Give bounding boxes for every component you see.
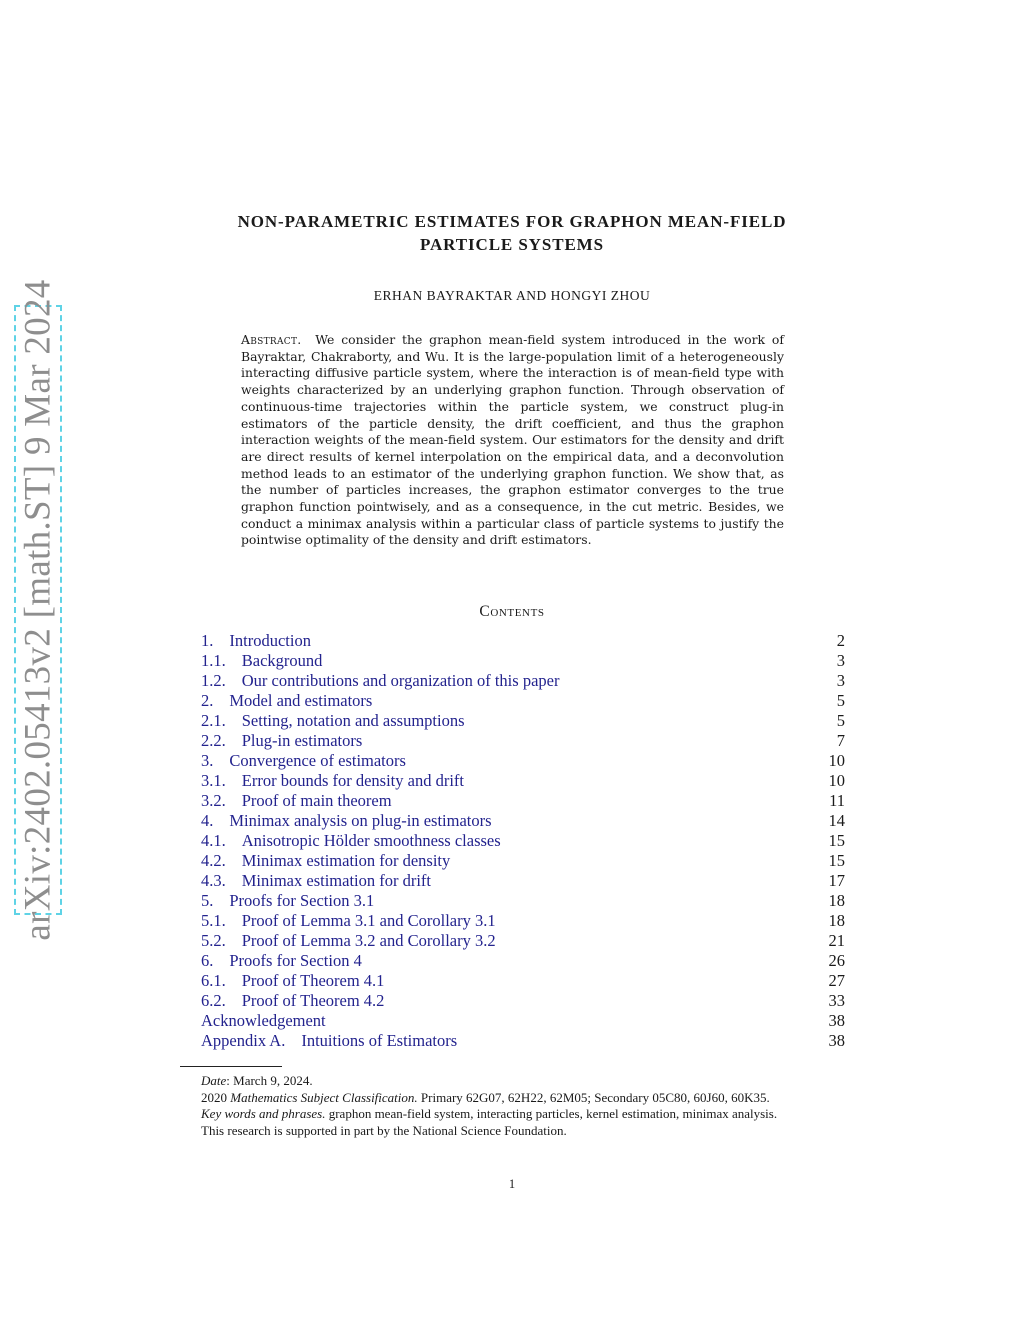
toc-entry[interactable] [201, 671, 845, 691]
toc-entry[interactable] [201, 631, 845, 651]
toc-page: 17 [828, 871, 845, 890]
abstract [241, 332, 784, 549]
toc-page: 3 [836, 651, 845, 670]
toc-link[interactable]: Acknowledgement [201, 1011, 326, 1030]
toc-number: Appendix A. [201, 1031, 286, 1050]
msc-label: Mathematics Subject Classification. [230, 1089, 418, 1105]
toc-page: 7 [836, 731, 845, 750]
toc-page: 18 [828, 911, 845, 930]
toc-entry[interactable] [201, 1031, 845, 1051]
toc-entry[interactable] [201, 731, 845, 751]
toc-number: 4.3. [201, 871, 226, 890]
keywords-value: graphon mean-field system, interacting particles, kernel estimation, minimax analysis. [325, 1106, 778, 1122]
toc-page: 26 [828, 951, 845, 970]
toc-number: 6. [201, 951, 214, 970]
toc-number: 4.1. [201, 831, 226, 850]
toc-entry[interactable] [201, 691, 845, 711]
footnote-date [180, 1073, 844, 1090]
paper-title-line-2: PARTICLE SYSTEMS [419, 235, 604, 254]
toc-number: 2.2. [201, 731, 226, 750]
arxiv-stamp-text: arXiv:2402.05413v2 [math.ST] 9 Mar 2024 [17, 279, 59, 941]
toc-link[interactable]: Proof of Theorem 4.1 [241, 971, 385, 990]
toc-link[interactable]: Setting, notation and assumptions [241, 711, 465, 730]
toc-page: 38 [828, 1011, 845, 1030]
toc-number: 1.2. [201, 671, 226, 690]
toc-entry[interactable] [201, 771, 845, 791]
toc-entry[interactable] [201, 951, 845, 971]
abstract-heading: Abstract. [241, 332, 302, 347]
toc-entry[interactable] [201, 891, 845, 911]
toc-link[interactable]: Proof of Lemma 3.2 and Corollary 3.2 [241, 931, 496, 950]
toc-page: 5 [836, 691, 845, 710]
toc-number: 3.2. [201, 791, 226, 810]
toc-link[interactable]: Error bounds for density and drift [241, 771, 464, 790]
msc-value: Primary 62G07, 62H22, 62M05; Secondary 05C80, 60J60, 60K35. [417, 1089, 770, 1105]
toc-link[interactable]: Anisotropic Hölder smoothness classes [241, 831, 501, 850]
toc-entry[interactable] [201, 711, 845, 731]
contents-heading: Contents [479, 603, 545, 620]
msc-prefix: 2020 [201, 1089, 231, 1105]
paper-title-line-1: NON-PARAMETRIC ESTIMATES FOR GRAPHON MEAN-FIELD [237, 212, 787, 231]
toc-entry[interactable] [201, 871, 845, 891]
toc-link[interactable]: Proof of main theorem [241, 791, 392, 810]
paper-title [180, 210, 844, 256]
footnotes [180, 1073, 844, 1139]
toc-entry[interactable] [201, 791, 845, 811]
toc-link[interactable]: Intuitions of Estimators [301, 1031, 458, 1050]
toc-number: 1.1. [201, 651, 226, 670]
footnote-msc [180, 1090, 844, 1107]
toc-page: 10 [828, 751, 845, 770]
toc-entry[interactable] [201, 651, 845, 671]
toc-link[interactable]: Proofs for Section 3.1 [229, 891, 375, 910]
keywords-label: Key words and phrases. [201, 1106, 326, 1122]
toc-link[interactable]: Proof of Theorem 4.2 [241, 991, 385, 1010]
toc-page: 5 [836, 711, 845, 730]
toc-link[interactable]: Proofs for Section 4 [229, 951, 362, 970]
toc-number: 1. [201, 631, 214, 650]
toc-page: 11 [829, 791, 845, 810]
toc-page: 21 [828, 931, 845, 950]
toc-number: 5.2. [201, 931, 226, 950]
table-of-contents [201, 631, 845, 1051]
toc-entry[interactable] [201, 911, 845, 931]
abstract-text: We consider the graphon mean-field system introduced in the work of Bayraktar, Chakraborty, and Wu. It is the large-population limit of a heterogeneously interacting diffusive particle system, where the interaction is of mean-field type with weights characterized by an underlying graphon function. Through observation of continuous-time trajectories within the particle system, we construct plug-in estimators of the particle density, the drift coefficient, and thus the graphon interaction weights of the mean-field system. Our estimators for the density and drift are direct results of kernel interpolation on the empirical data, and a deconvolution method leads to an estimator of the underlying graphon function. We show that, as the number of particles increases, the graphon estimator converges to the true graphon function pointwisely, and as a consequence, in the cut metric. Besides, we conduct a minimax analysis within a particular class of particle systems to justify the pointwise optimality of the density and drift estimators. [241, 332, 784, 548]
footnote-rule [180, 1066, 282, 1067]
authors: ERHAN BAYRAKTAR AND HONGYI ZHOU [373, 288, 651, 303]
toc-number: 2.1. [201, 711, 226, 730]
footnote-keywords [180, 1106, 844, 1123]
toc-number: 3.1. [201, 771, 226, 790]
toc-entry[interactable] [201, 971, 845, 991]
toc-link[interactable]: Minimax analysis on plug-in estimators [229, 811, 492, 830]
toc-entry[interactable] [201, 991, 845, 1011]
toc-link[interactable]: Our contributions and organization of this paper [241, 671, 560, 690]
toc-entry[interactable] [201, 851, 845, 871]
arxiv-stamp [14, 279, 62, 941]
toc-number: 4. [201, 811, 214, 830]
toc-number: 4.2. [201, 851, 226, 870]
toc-page: 38 [828, 1031, 845, 1050]
toc-entry[interactable] [201, 931, 845, 951]
toc-page: 27 [828, 971, 845, 990]
toc-page: 14 [828, 811, 845, 830]
toc-number: 6.2. [201, 991, 226, 1010]
date-label: Date [201, 1073, 227, 1088]
toc-page: 15 [828, 851, 845, 870]
toc-page: 18 [828, 891, 845, 910]
toc-number: 6.1. [201, 971, 226, 990]
toc-page: 15 [828, 831, 845, 850]
toc-number: 5.1. [201, 911, 226, 930]
toc-link[interactable]: Proof of Lemma 3.1 and Corollary 3.1 [241, 911, 496, 930]
toc-page: 10 [828, 771, 845, 790]
toc-entry[interactable] [201, 831, 845, 851]
toc-link[interactable]: Introduction [229, 631, 311, 650]
toc-entry[interactable] [201, 811, 845, 831]
toc-link[interactable]: Minimax estimation for density [241, 851, 451, 870]
date-value: : March 9, 2024. [226, 1073, 313, 1088]
toc-link[interactable]: Minimax estimation for drift [241, 871, 432, 890]
toc-entry[interactable] [201, 1011, 845, 1031]
toc-link[interactable]: Convergence of estimators [229, 751, 406, 770]
toc-entry[interactable] [201, 751, 845, 771]
toc-page: 3 [836, 671, 845, 690]
toc-link[interactable]: Plug-in estimators [241, 731, 363, 750]
toc-link[interactable]: Model and estimators [229, 691, 373, 710]
toc-number: 2. [201, 691, 214, 710]
toc-page: 2 [836, 631, 845, 650]
toc-number: 5. [201, 891, 214, 910]
footnote-support: This research is supported in part by the National Science Foundation. [201, 1122, 567, 1138]
toc-page: 33 [828, 991, 845, 1010]
toc-link[interactable]: Background [241, 651, 323, 670]
toc-number: 3. [201, 751, 214, 770]
page-number: 1 [508, 1177, 516, 1191]
